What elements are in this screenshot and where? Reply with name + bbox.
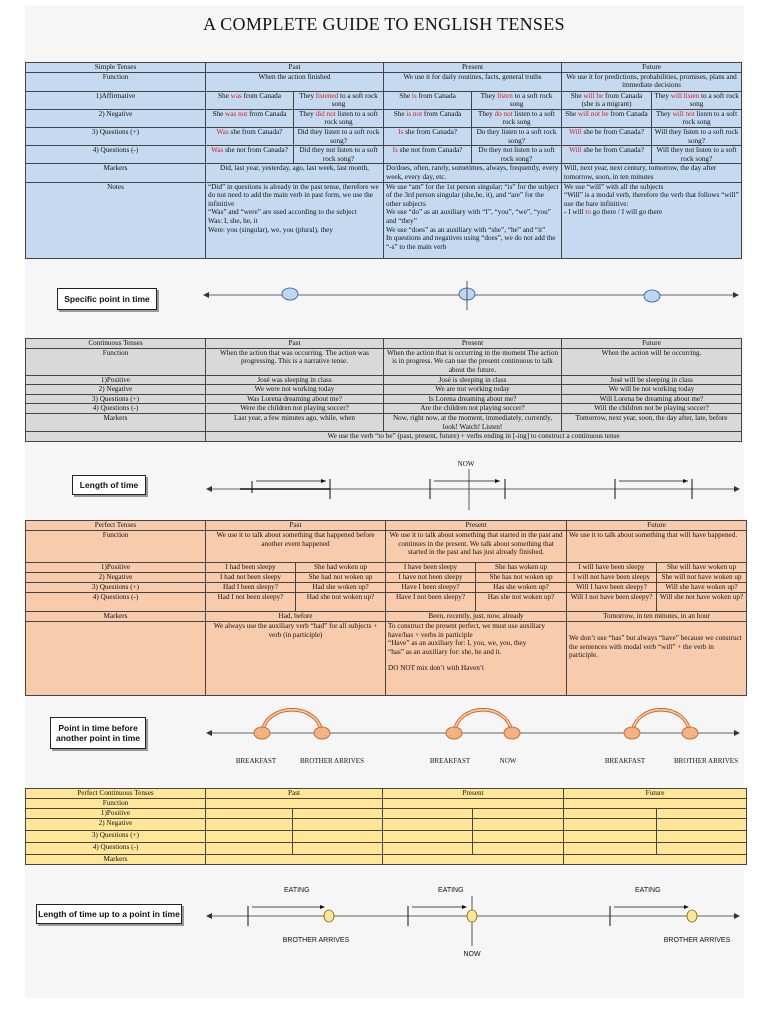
arrow-left xyxy=(206,730,212,736)
empty-cell xyxy=(564,819,657,831)
cell: I have been sleepy xyxy=(386,563,476,573)
cell: They listen to a soft rock song xyxy=(472,91,562,109)
past-brother-dot xyxy=(314,727,330,739)
arrow-right xyxy=(734,486,740,492)
empty-cell xyxy=(293,819,383,831)
future-arc xyxy=(632,710,690,733)
notes-cell: We use “will” with all the subjects “Will” is a modal verb, therefore the verb that follows “will” use the bare infinitive: - I will to go there / I will go there xyxy=(562,182,742,258)
row-label: 3) Questions (+) xyxy=(26,394,206,404)
header-cell: Present xyxy=(383,789,564,799)
row-label: Function xyxy=(26,72,206,91)
arrow-left xyxy=(206,913,212,919)
empty-cell xyxy=(657,819,747,831)
row-label: Function xyxy=(26,799,206,809)
cell: I will have been sleepy xyxy=(567,563,657,573)
notes-cell: We use “am” for the 1st person singular; “is” for the subject of the 3rd person singular (she,he, it), and “are” for the other subjects We use “do” as an auxiliary with “I”, “you”, “we”, “you” and “they” We use “does” as an auxiliary with “she”, “he” and “it” In questions and negatives using “does”, we do not add the “-s” to the main verb xyxy=(384,182,562,258)
header-cell: Future xyxy=(564,789,747,799)
row-label: Function xyxy=(26,348,206,375)
header-cell: Simple Tenses xyxy=(26,63,206,73)
cell: Have I been sleepy? xyxy=(386,583,476,593)
cell: She has woken up xyxy=(476,563,567,573)
row-label: 3) Questions (+) xyxy=(26,583,206,593)
label-length-of-time: Length of time xyxy=(72,475,146,495)
past-arrow-head xyxy=(321,479,326,483)
cell: Did they not listen to a soft rock song? xyxy=(294,146,384,164)
timeline-length-up-to-point xyxy=(0,880,768,960)
cell: I have not been sleepy xyxy=(386,573,476,583)
empty-cell xyxy=(293,809,383,819)
header-cell: Future xyxy=(562,339,742,349)
empty-cell xyxy=(657,809,747,819)
cell: Had she not woken up? xyxy=(296,593,386,612)
cell: She was not from Canada xyxy=(206,109,294,127)
cell: Will the children not be playing soccer? xyxy=(562,404,742,414)
cell: Is she from Canada? xyxy=(384,127,472,145)
header-cell: Present xyxy=(384,339,562,349)
cell: She had not woken up xyxy=(296,573,386,583)
header-cell: Continuous Tenses xyxy=(26,339,206,349)
label-specific-point: Specific point in time xyxy=(57,288,157,310)
past-arrow-head xyxy=(320,905,325,909)
cell: She was from Canada xyxy=(206,91,294,109)
present-now-dot xyxy=(467,910,477,922)
cell: Will she have woken up? xyxy=(657,583,747,593)
cell: She will have woken up xyxy=(657,563,747,573)
row-label: 4) Questions (-) xyxy=(26,593,206,612)
cell: José was sleeping in class xyxy=(206,375,384,385)
cell: Were the children not playing soccer? xyxy=(206,404,384,414)
row-label: 4) Questions (-) xyxy=(26,404,206,414)
header-cell: Future xyxy=(567,521,747,531)
cell: When the action that is occurring in the moment The action is in progress. We can use the present continuous to talk about the future. xyxy=(384,348,562,375)
timeline-length-of-time xyxy=(0,455,768,510)
cell: Had I been sleepy? xyxy=(206,583,296,593)
future-arrow-head xyxy=(683,479,688,483)
empty-cell xyxy=(206,819,293,831)
present-arrow-head xyxy=(462,905,467,909)
arrow-left xyxy=(206,486,212,492)
cell: We use it for daily routines, facts, general truths xyxy=(384,72,562,91)
cell: Will she not have woken up? xyxy=(657,593,747,612)
empty-cell xyxy=(473,831,564,843)
past-arc xyxy=(262,710,322,733)
cell: Was Lorena dreaming about me? xyxy=(206,394,384,404)
present-now-dot xyxy=(504,727,520,739)
cell: We are not working today xyxy=(384,385,562,395)
empty-cell xyxy=(293,831,383,843)
cell: They will listen to a soft rock song xyxy=(652,91,742,109)
row-label: 4) Questions (-) xyxy=(26,146,206,164)
cell: Will she be from Canada? xyxy=(562,146,652,164)
page-title: A COMPLETE GUIDE TO ENGLISH TENSES xyxy=(203,14,565,34)
cell: Is she not from Canada? xyxy=(384,146,472,164)
empty-cell xyxy=(383,831,473,843)
cell: Last year, a few minutes ago, while, when xyxy=(206,413,384,431)
row-label: Markers xyxy=(26,855,206,865)
empty-cell xyxy=(383,819,473,831)
empty-cell xyxy=(473,819,564,831)
header-cell: Past xyxy=(206,339,384,349)
perfect-tenses-table xyxy=(25,520,747,696)
arrow-right xyxy=(733,292,739,298)
cell: José will be sleeping in class xyxy=(562,375,742,385)
past-brother-label: BROTHER ARRIVES xyxy=(282,937,350,944)
row-label: Markers xyxy=(26,413,206,431)
cell: We use it to talk about something that started in the past and continues in the present. We talk about something that started in the past and has just already finished. xyxy=(386,531,567,563)
cell: Did they listen to a soft rock song? xyxy=(294,127,384,145)
empty-cell xyxy=(293,843,383,855)
row-label: 3) Questions (+) xyxy=(26,831,206,843)
empty-cell xyxy=(564,843,657,855)
cell: When the action that was occurring. The action was progressing. This is a narrative tense. xyxy=(206,348,384,375)
future-breakfast-dot xyxy=(624,727,640,739)
empty-cell xyxy=(26,622,206,696)
label-point-before-point: Point in time before another point in time xyxy=(50,717,146,749)
header-cell: Future xyxy=(562,63,742,73)
simple-tenses-table xyxy=(25,62,742,259)
cell: We will be not working today xyxy=(562,385,742,395)
row-label: 3) Questions (+) xyxy=(26,127,206,145)
cell: We use it to talk about something that will have happened. xyxy=(567,531,747,563)
notes-cell: We always use the auxiliary verb “had” for all subjects + verb (in participle) xyxy=(206,622,386,696)
empty-cell xyxy=(564,809,657,819)
header-cell: Past xyxy=(206,789,383,799)
empty-cell xyxy=(383,855,564,865)
notes-cell: To construct the present perfect, we must use auxiliary have/has + verbs in participle “Have” as an auxiliary for: I, you, we, you, they “has” as an auxiliary for: she, he and it. DO NOT mix don’t with Haven’t xyxy=(386,622,567,696)
row-label: Markers xyxy=(26,164,206,182)
row-label: Function xyxy=(26,531,206,563)
cell: We use it to talk about something that happened before another event happened xyxy=(206,531,386,563)
notes-cell: “Did” in questions is already in the past tense, therefore we do not need to add the main verb in past form, we use the infinitive “Was” and “were” are used according to the subject Was: I, she, he, it Were: you (singular), we, you (plural), they xyxy=(206,182,384,258)
empty-cell xyxy=(383,809,473,819)
empty-cell xyxy=(564,799,747,809)
cell: Been, recently, just, now, already xyxy=(386,612,567,622)
empty-cell xyxy=(564,855,747,865)
cell: We use it for predictions, probabilities, promises, plans and immediate decisions xyxy=(562,72,742,91)
perfect-continuous-tenses-table xyxy=(25,788,747,865)
future-breakfast-label: BREAKFAST xyxy=(604,757,646,765)
cell: Has she not woken up? xyxy=(476,593,567,612)
cell: Now, right now, at the moment, immediately, currently, look! Watch! Listen! xyxy=(384,413,562,431)
cell: When the action will be occurring. xyxy=(562,348,742,375)
cell: Had I not been sleepy? xyxy=(206,593,296,612)
cell: Will I not have been sleepy? xyxy=(567,593,657,612)
empty-cell xyxy=(473,843,564,855)
continuous-tenses-table xyxy=(25,338,742,442)
cell: She will be from Canada (she is a migrant) xyxy=(562,91,652,109)
continuous-note: We use the verb “to be” (past, present, future) + verbs ending in [-ing] to construct a continuous tense xyxy=(206,432,742,442)
future-brother-dot xyxy=(682,727,698,739)
past-eating-label: EATING xyxy=(284,887,310,894)
cell: We were not working today xyxy=(206,385,384,395)
cell: Do they listen to a soft rock song? xyxy=(472,127,562,145)
cell: Tomorrow, next year, soon, the day after, late, before xyxy=(562,413,742,431)
future-point-marker xyxy=(644,290,660,302)
cell: Will, next year, next century, tomorrow, the day after tomorrow, soon, in ten minutes xyxy=(562,164,742,182)
present-eating-label: EATING xyxy=(438,887,464,894)
cell: Will they listen to a soft rock song? xyxy=(652,127,742,145)
cell: She is not from Canada xyxy=(384,109,472,127)
cell: Are the children not playing soccer? xyxy=(384,404,562,414)
row-label: 1)Positive xyxy=(26,375,206,385)
row-label: 2) Negative xyxy=(26,385,206,395)
row-label: 2) Negative xyxy=(26,573,206,583)
cell: She will not be from Canada xyxy=(562,109,652,127)
cell: They listened to a soft rock song xyxy=(294,91,384,109)
row-label: 1)Positive xyxy=(26,563,206,573)
row-label: 2) Negative xyxy=(26,109,206,127)
header-cell: Present xyxy=(386,521,567,531)
row-label: 1)Affirmative xyxy=(26,91,206,109)
cell: I had been sleepy xyxy=(206,563,296,573)
header-cell: Past xyxy=(206,521,386,531)
cell: When the action finished xyxy=(206,72,384,91)
cell: Will she be from Canada? xyxy=(562,127,652,145)
empty-cell xyxy=(383,799,564,809)
future-arrow-head xyxy=(684,905,689,909)
empty-cell xyxy=(657,843,747,855)
cell: Had she woken up? xyxy=(296,583,386,593)
cell: They will not listen to a soft rock song xyxy=(652,109,742,127)
future-brother-dot xyxy=(687,910,697,922)
empty-cell xyxy=(657,831,747,843)
cell: Was she not from Canada? xyxy=(206,146,294,164)
future-brother-label: BROTHER ARRIVES xyxy=(663,937,731,944)
present-now-label: NOW xyxy=(499,757,517,765)
empty-cell xyxy=(473,809,564,819)
cell: Had, before xyxy=(206,612,386,622)
cell: They did not listen to a soft rock song xyxy=(294,109,384,127)
timeline-point-before-point xyxy=(0,702,768,770)
present-breakfast-label: BREAKFAST xyxy=(429,757,471,765)
cell: José is sleeping in class xyxy=(384,375,562,385)
cell: I had not been sleepy xyxy=(206,573,296,583)
empty-cell xyxy=(564,831,657,843)
header-cell: Past xyxy=(206,63,384,73)
empty-cell xyxy=(206,831,293,843)
cell: She has not woken up xyxy=(476,573,567,583)
cell: Do they not listen to a soft rock song? xyxy=(472,146,562,164)
future-brother-label: BROTHER ARRIVES xyxy=(674,757,738,765)
cell: She is from Canada xyxy=(384,91,472,109)
notes-cell: We don’t use “has” but always “have” because we construct the sentences with modal verb “will” + the verb in participle. xyxy=(567,622,747,696)
cell: Will Lorena be dreaming about me? xyxy=(562,394,742,404)
arrow-right xyxy=(734,913,740,919)
cell: Has she woken up? xyxy=(476,583,567,593)
cell: Have I not been sleepy? xyxy=(386,593,476,612)
cell: Is Lorena dreaming about me? xyxy=(384,394,562,404)
cell: She had woken up xyxy=(296,563,386,573)
future-eating-label: EATING xyxy=(635,887,661,894)
empty-cell xyxy=(206,799,383,809)
past-brother-dot xyxy=(324,910,334,922)
empty-cell xyxy=(206,855,383,865)
arrow-left xyxy=(203,292,209,298)
empty-cell xyxy=(383,843,473,855)
cell: Was she from Canada? xyxy=(206,127,294,145)
present-arc xyxy=(454,710,512,733)
past-breakfast-label: BREAKFAST xyxy=(235,757,277,765)
cell: Will they not listen to a soft rock song? xyxy=(652,146,742,164)
cell: Did, last year, yesterday, ago, last week, last month, xyxy=(206,164,384,182)
header-cell: Perfect Continuous Tenses xyxy=(26,789,206,799)
past-arc-inner xyxy=(262,710,322,733)
row-label: Markers xyxy=(26,612,206,622)
now-label: NOW xyxy=(457,460,475,468)
row-label: 4) Questions (-) xyxy=(26,843,206,855)
cell: She will not have woken up xyxy=(657,573,747,583)
cell: Do/does, often, rarely, sometimes, always, frequently, every week, every day, etc. xyxy=(384,164,562,182)
row-label: 2) Negative xyxy=(26,819,206,831)
row-label: Notes xyxy=(26,182,206,258)
empty-cell xyxy=(26,432,206,442)
cell: Tomorrow, in ten minutes, in an hour xyxy=(567,612,747,622)
cell: They do not listen to a soft rock song xyxy=(472,109,562,127)
arrow-right xyxy=(734,730,740,736)
past-brother-label: BROTHER ARRIVES xyxy=(300,757,364,765)
present-arc-inner xyxy=(454,710,512,733)
empty-cell xyxy=(206,843,293,855)
future-arc-inner xyxy=(632,710,690,733)
header-cell: Present xyxy=(384,63,562,73)
cell: I will not have been sleepy xyxy=(567,573,657,583)
past-breakfast-dot xyxy=(254,727,270,739)
cell: Will I have been sleepy? xyxy=(567,583,657,593)
now-label: NOW xyxy=(463,951,481,958)
past-point-marker xyxy=(282,288,298,300)
row-label: 1)Positive xyxy=(26,809,206,819)
timeline-specific-point xyxy=(0,280,768,310)
header-cell: Perfect Tenses xyxy=(26,521,206,531)
empty-cell xyxy=(206,809,293,819)
present-arrow-head xyxy=(495,479,500,483)
label-length-up-to-point: Length of time up to a point in time xyxy=(36,904,182,924)
present-breakfast-dot xyxy=(446,727,462,739)
